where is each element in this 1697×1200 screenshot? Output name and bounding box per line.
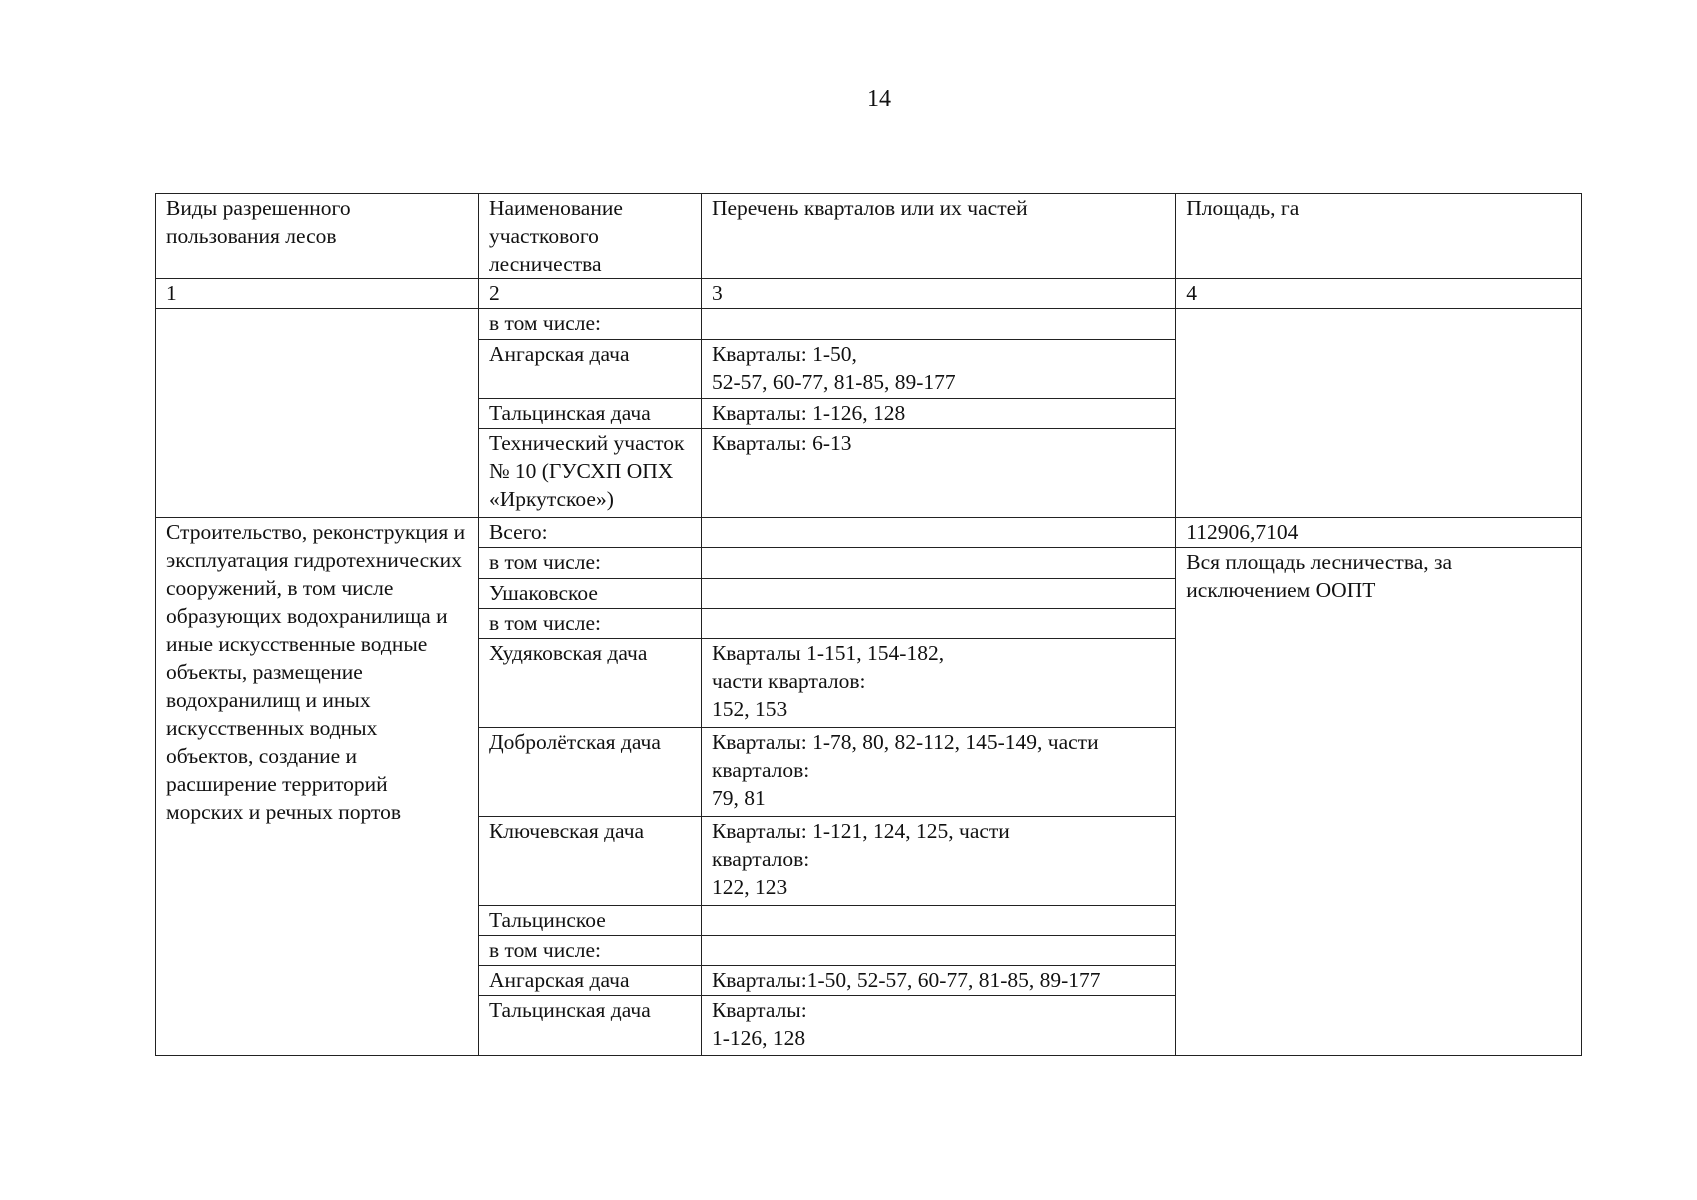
forestry-name-cell: в том числе: <box>478 935 701 965</box>
forestry-name-cell: Ключевская дача <box>478 816 701 905</box>
quarters-line: 79, 81 <box>711 786 766 811</box>
forestry-name-cell: в том числе: <box>478 309 701 339</box>
quarters-line: Кварталы: 1-78, 80, 82-112, 145-149, части <box>711 730 1099 755</box>
table-row <box>156 518 1582 548</box>
forestry-name-cell: в том числе: <box>478 608 701 638</box>
quarters-line: 122, 123 <box>711 874 788 899</box>
use-type-cell <box>156 309 479 518</box>
quarters-cell: Кварталы: 6-13 <box>701 429 1175 518</box>
header-area: Площадь, га <box>1176 194 1582 279</box>
quarters-cell <box>701 996 1175 1056</box>
forestry-name-cell: Тальцинское <box>478 905 701 935</box>
quarters-line: кварталов: <box>711 758 810 783</box>
quarters-line: Кварталы: 1-121, 124, 125, части <box>711 818 1010 843</box>
column-number: 3 <box>701 279 1175 309</box>
area-note-cell: Вся площадь лесничества, за исключением ООПТ <box>1176 548 1582 1056</box>
quarters-cell <box>701 608 1175 638</box>
quarters-cell <box>701 816 1175 905</box>
forestry-name-cell: Худяковская дача <box>478 639 701 728</box>
quarters-cell <box>701 518 1175 548</box>
quarters-cell <box>701 639 1175 728</box>
quarters-line: части кварталов: <box>711 669 866 694</box>
forest-use-table <box>155 193 1582 1056</box>
area-cell <box>1176 309 1582 518</box>
quarters-line: Кварталы: <box>711 998 807 1023</box>
quarters-line: 52-57, 60-77, 81-85, 89-177 <box>711 369 956 394</box>
quarters-line: 1-126, 128 <box>711 1026 806 1051</box>
forestry-name-cell: Тальцинская дача <box>478 996 701 1056</box>
forestry-name-cell: Ушаковское <box>478 578 701 608</box>
forestry-name-cell: Всего: <box>478 518 701 548</box>
page-number: 14 <box>867 86 891 112</box>
quarters-cell: Кварталы:1-50, 52-57, 60-77, 81-85, 89-177 <box>701 966 1175 996</box>
header-use-type: Виды разрешенного пользования лесов <box>156 194 479 279</box>
table-header-row <box>156 194 1582 279</box>
quarters-cell: Кварталы: 1-126, 128 <box>701 399 1175 429</box>
quarters-cell <box>701 935 1175 965</box>
column-number: 1 <box>156 279 479 309</box>
quarters-cell <box>701 339 1175 399</box>
quarters-line: кварталов: <box>711 846 810 871</box>
forestry-name-cell: Тальцинская дача <box>478 399 701 429</box>
forestry-name-cell: Технический участок № 10 (ГУСХП ОПХ «Иркутское») <box>478 429 701 518</box>
table-row <box>156 309 1582 339</box>
quarters-line: 152, 153 <box>711 697 788 722</box>
quarters-cell <box>701 309 1175 339</box>
header-quarters: Перечень кварталов или их частей <box>701 194 1175 279</box>
forestry-name-cell: Ангарская дача <box>478 966 701 996</box>
forestry-name-cell: Добролётская дача <box>478 728 701 817</box>
quarters-line: Кварталы 1-151, 154-182, <box>711 641 945 666</box>
column-number: 4 <box>1176 279 1582 309</box>
column-numbers-row <box>156 279 1582 309</box>
column-number: 2 <box>478 279 701 309</box>
quarters-cell <box>701 578 1175 608</box>
quarters-line: Кварталы: 1-50, <box>711 341 857 366</box>
quarters-cell <box>701 728 1175 817</box>
total-area-cell: 112906,7104 <box>1176 518 1582 548</box>
quarters-cell <box>701 905 1175 935</box>
forestry-name-cell: Ангарская дача <box>478 339 701 399</box>
header-forestry-name: Наименование участкового лесничества <box>478 194 701 279</box>
quarters-cell <box>701 548 1175 578</box>
use-type-cell: Строительство, реконструкция и эксплуатация гидротехнических сооружений, в том числе образующих водохранилища и иные искусственные водные объекты, размещение водохранилищ и иных искусственных водных объектов, создание и расширение территорий морских и речных портов <box>156 518 479 1056</box>
forestry-name-cell: в том числе: <box>478 548 701 578</box>
